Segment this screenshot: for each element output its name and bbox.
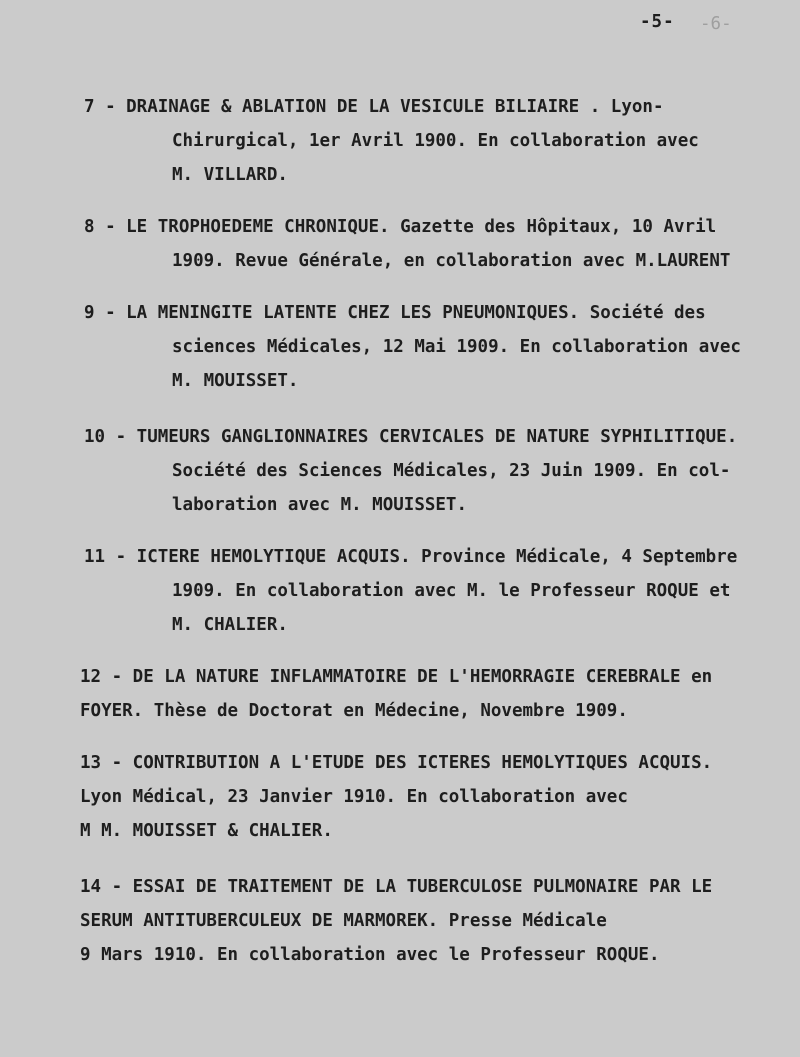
entry-heading-line: 11 - ICTERE HEMOLYTIQUE ACQUIS. Province Médicale, 4 Septembre: [84, 547, 738, 567]
bibliography-entry-9: [84, 296, 784, 398]
entry-continuation-line: Lyon Médical, 23 Janvier 1910. En collaboration avec: [80, 787, 628, 807]
bleed-through-page-number: -6-: [700, 14, 732, 34]
entry-continuation-line: FOYER. Thèse de Doctorat en Médecine, Novembre 1909.: [80, 701, 628, 721]
entry-heading-line: 10 - TUMEURS GANGLIONNAIRES CERVICALES DE NATURE SYPHILITIQUE.: [84, 427, 738, 447]
bibliography-entry-14: [80, 870, 780, 972]
entry-heading-line: 13 - CONTRIBUTION A L'ETUDE DES ICTERES HEMOLYTIQUES ACQUIS.: [80, 753, 713, 773]
entry-continuation-line: M. CHALIER.: [172, 615, 288, 635]
entry-continuation-line: sciences Médicales, 12 Mai 1909. En collaboration avec: [172, 337, 741, 357]
entry-heading-line: 9 - LA MENINGITE LATENTE CHEZ LES PNEUMONIQUES. Société des: [84, 303, 706, 323]
entry-continuation-line: 1909. En collaboration avec M. le Professeur ROQUE et: [172, 581, 731, 601]
entry-heading-line: 7 - DRAINAGE & ABLATION DE LA VESICULE BILIAIRE . Lyon-: [84, 97, 664, 117]
bibliography-entry-8: [84, 210, 784, 278]
entry-heading-line: 12 - DE LA NATURE INFLAMMATOIRE DE L'HEMORRAGIE CEREBRALE en: [80, 667, 713, 687]
entry-continuation-line: Chirurgical, 1er Avril 1900. En collaboration avec: [172, 131, 699, 151]
entry-continuation-line: M. MOUISSET.: [172, 371, 299, 391]
bibliography-entry-7: [84, 90, 784, 192]
bibliography-entry-12: [80, 660, 780, 728]
bibliography-entry-13: [80, 746, 780, 848]
entry-continuation-line: 9 Mars 1910. En collaboration avec le Professeur ROQUE.: [80, 945, 660, 965]
page-number: -5-: [640, 12, 675, 32]
entry-continuation-line: Société des Sciences Médicales, 23 Juin 1909. En col-: [172, 461, 731, 481]
entry-continuation-line: SERUM ANTITUBERCULEUX DE MARMOREK. Presse Médicale: [80, 911, 607, 931]
entry-continuation-line: M M. MOUISSET & CHALIER.: [80, 821, 333, 841]
entry-continuation-line: laboration avec M. MOUISSET.: [172, 495, 468, 515]
entry-continuation-line: M. VILLARD.: [172, 165, 288, 185]
bibliography-entry-11: [84, 540, 784, 642]
entry-continuation-line: 1909. Revue Générale, en collaboration avec M.LAURENT: [172, 251, 731, 271]
entry-heading-line: 8 - LE TROPHOEDEME CHRONIQUE. Gazette des Hôpitaux, 10 Avril: [84, 217, 717, 237]
entry-heading-line: 14 - ESSAI DE TRAITEMENT DE LA TUBERCULOSE PULMONAIRE PAR LE: [80, 877, 713, 897]
bibliography-entry-10: [84, 420, 784, 522]
